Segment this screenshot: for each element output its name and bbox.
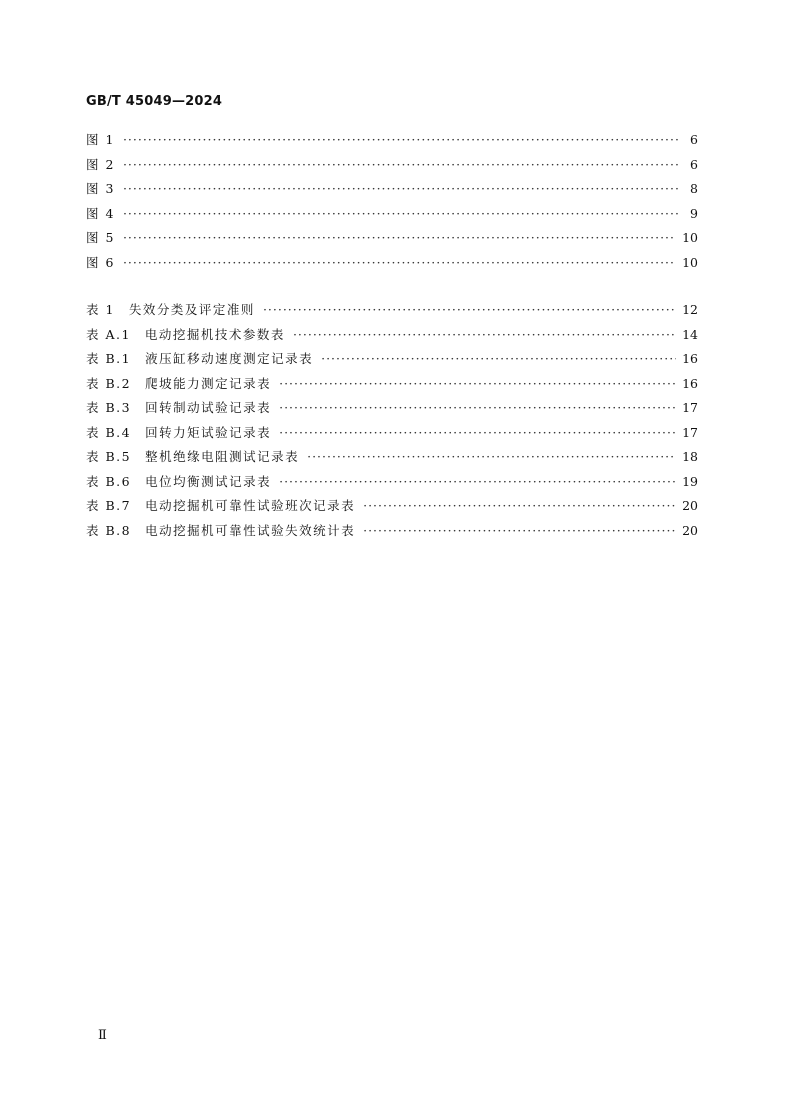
toc-entry-page: 6 — [690, 156, 698, 172]
toc-entry-page: 16 — [682, 375, 698, 391]
toc-entry-label: 表 B.2 爬坡能力测定记录表 — [86, 375, 272, 391]
toc-entry-label: 表 B.5 整机绝缘电阻测试记录表 — [86, 449, 300, 464]
toc-entry-page: 20 — [682, 522, 698, 538]
toc-entry-table[interactable] — [86, 298, 698, 323]
toc-entry-label: 表 B.3 回转制动试验记录表 — [86, 400, 272, 415]
figure-list — [86, 128, 698, 275]
dot-leader — [293, 323, 676, 348]
dot-leader — [123, 251, 676, 276]
dot-leader — [307, 445, 676, 470]
toc-entry-label: 图 3 — [86, 181, 115, 196]
toc-entry-page: 10 — [682, 230, 698, 245]
toc-entry-page: 9 — [690, 205, 698, 221]
dot-leader — [279, 470, 676, 495]
toc-entry-figure[interactable] — [86, 202, 698, 227]
table-list — [86, 298, 698, 543]
toc-entry-page: 18 — [682, 449, 698, 464]
toc-entry-table[interactable] — [86, 347, 698, 372]
toc-entry-table[interactable] — [86, 372, 698, 397]
dot-leader — [123, 202, 678, 227]
dot-leader — [279, 396, 676, 421]
toc-entry-label: 图 1 — [86, 132, 115, 147]
dot-leader — [123, 226, 676, 251]
toc-entry-figure[interactable] — [86, 128, 698, 153]
toc-entry-table[interactable] — [86, 494, 698, 519]
toc-entry-page: 10 — [682, 254, 698, 270]
toc-entry-page: 20 — [682, 498, 698, 513]
toc-entry-page: 14 — [682, 326, 698, 342]
toc-entry-label: 表 1 失效分类及评定准则 — [86, 302, 255, 317]
toc-entry-label: 表 B.6 电位均衡测试记录表 — [86, 473, 272, 489]
dot-leader — [279, 421, 676, 446]
toc-entry-label: 图 5 — [86, 230, 115, 245]
toc-entry-table[interactable] — [86, 519, 698, 544]
toc-entry-label: 图 6 — [86, 254, 115, 270]
dot-leader — [123, 153, 678, 178]
toc-entry-table[interactable] — [86, 421, 698, 446]
toc-entry-table[interactable] — [86, 470, 698, 495]
toc-entry-page: 12 — [682, 302, 698, 317]
toc-entry-table[interactable] — [86, 396, 698, 421]
toc-entry-page: 8 — [690, 181, 698, 196]
toc-entry-table[interactable] — [86, 445, 698, 470]
dot-leader — [363, 519, 676, 544]
toc-entry-label: 表 B.7 电动挖掘机可靠性试验班次记录表 — [86, 498, 356, 513]
toc-entry-table[interactable] — [86, 323, 698, 348]
toc-entry-page: 17 — [682, 424, 698, 440]
toc-entry-page: 6 — [690, 132, 698, 147]
toc-entry-page: 19 — [682, 473, 698, 489]
toc-entry-label: 表 A.1 电动挖掘机技术参数表 — [86, 326, 285, 342]
toc-entry-page: 16 — [682, 351, 698, 366]
dot-leader — [123, 128, 678, 153]
toc-entry-page: 17 — [682, 400, 698, 415]
dot-leader — [363, 494, 676, 519]
toc-entry-figure[interactable] — [86, 177, 698, 202]
dot-leader — [321, 347, 676, 372]
toc-entry-label: 表 B.8 电动挖掘机可靠性试验失效统计表 — [86, 522, 356, 538]
page-number: Ⅱ — [98, 1028, 107, 1043]
dot-leader — [123, 177, 678, 202]
toc-entry-label: 表 B.4 回转力矩试验记录表 — [86, 424, 272, 440]
toc-entry-figure[interactable] — [86, 226, 698, 251]
toc-entry-label: 表 B.1 液压缸移动速度测定记录表 — [86, 351, 314, 366]
document-code: GB/T 45049—2024 — [86, 94, 223, 109]
toc-entry-label: 图 4 — [86, 205, 115, 221]
dot-leader — [263, 298, 676, 323]
toc-entry-label: 图 2 — [86, 156, 115, 172]
dot-leader — [279, 372, 676, 397]
toc-entry-figure[interactable] — [86, 153, 698, 178]
toc-entry-figure[interactable] — [86, 251, 698, 276]
